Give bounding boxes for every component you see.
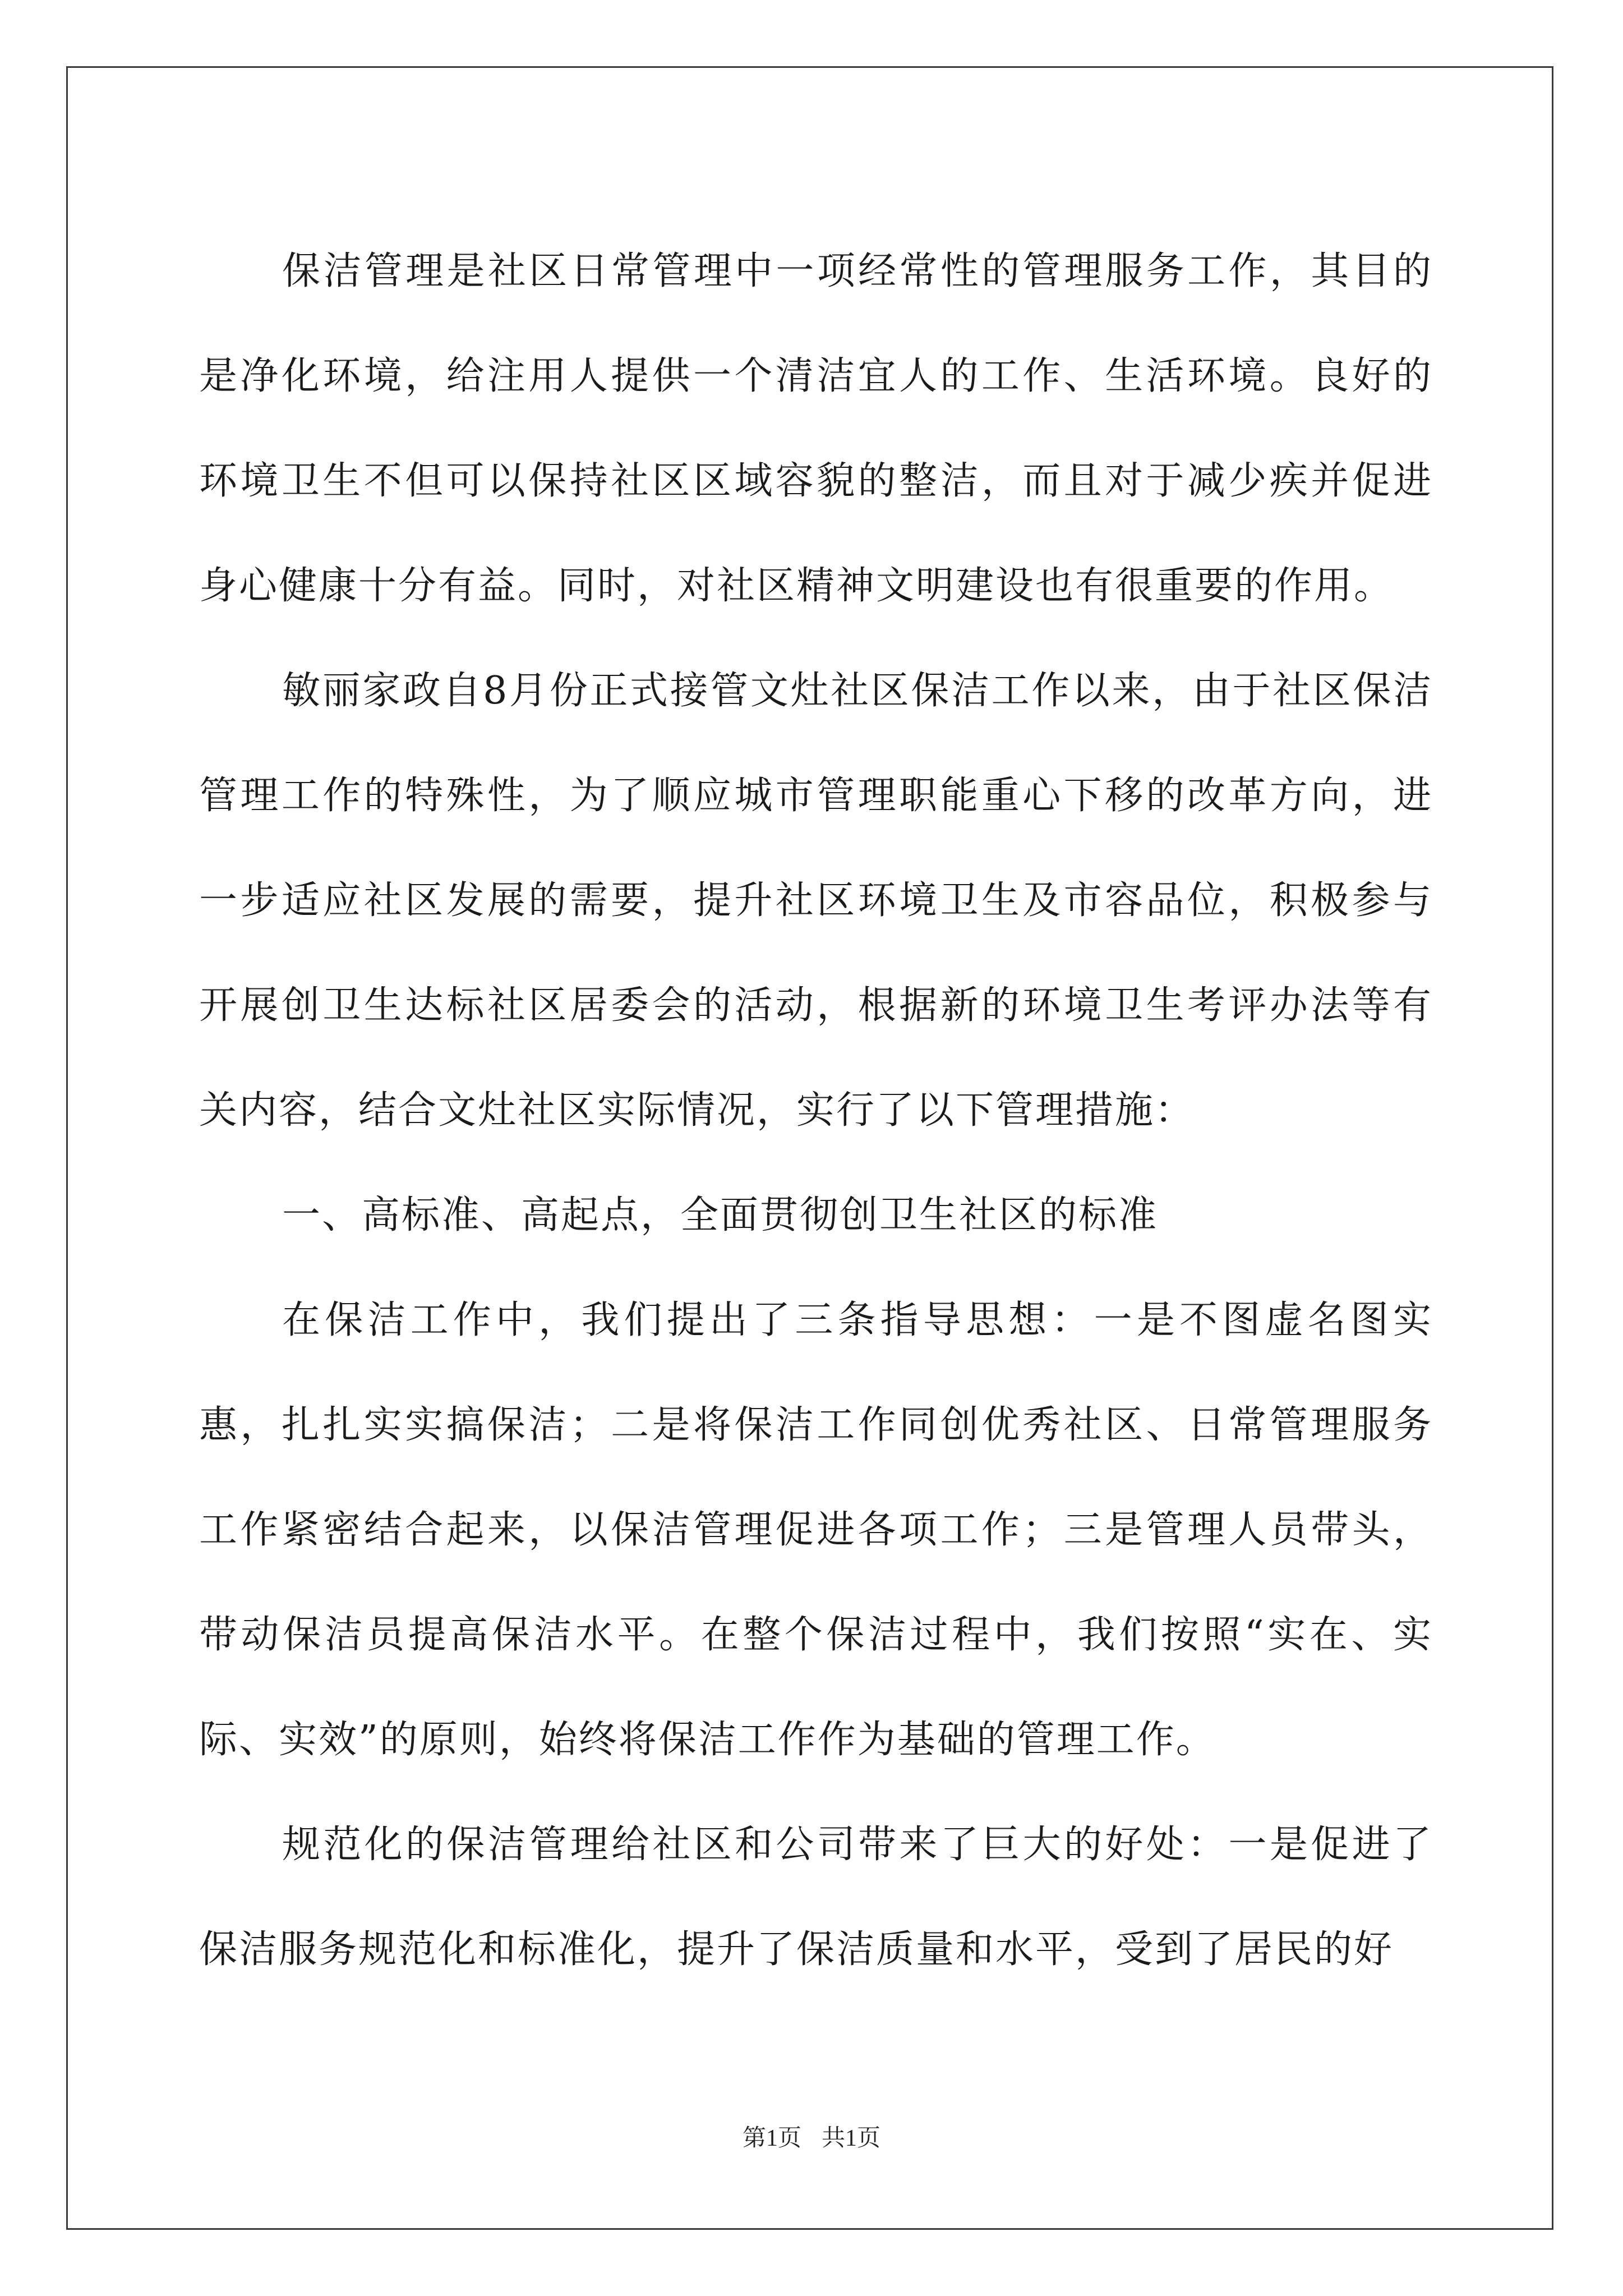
section-heading: 一、高标准、高起点，全面贯彻创卫生社区的标准 [282, 1193, 1159, 1237]
page-total: 共1页 [822, 2125, 881, 2151]
page-footer [0, 2122, 1623, 2155]
paragraph: 保洁管理是社区日常管理中一项经常性的管理服务工作，其目的是净化环境，给注用人提供一个清洁宜人的工作、生活环境。良好的环境卫生不但可以保持社区区域容貌的整洁，而且对于减少疾并促进身心健康十分有益。同时，对社区精神文明建设也有很重要的作用。 [199, 249, 1433, 608]
document-body [199, 219, 1433, 2002]
paragraph: 规范化的保洁管理给社区和公司带来了巨大的好处：一是促进了保洁服务规范化和标准化，提升了保洁质量和水平，受到了居民的好 [199, 1823, 1433, 1972]
paragraph: 在保洁工作中，我们提出了三条指导思想：一是不图虚名图实惠，扎扎实实搞保洁；二是将保洁工作同创优秀社区、日常管理服务工作紧密结合起来，以保洁管理促进各项工作；三是管理人员带头，带动保洁员提高保洁水平。在整个保洁过程中，我们按照“实在、实际、实效”的原则，始终将保洁工作作为基础的管理工作。 [199, 1298, 1433, 1762]
page-number: 第1页 [742, 2125, 801, 2151]
paragraph: 敏丽家政自8月份正式接管文灶社区保洁工作以来，由于社区保洁管理工作的特殊性，为了顺应城市管理职能重心下移的改革方向，进一步适应社区发展的需要，提升社区环境卫生及市容品位，积极参与开展创卫生达标社区居委会的活动，根据新的环境卫生考评办法等有关内容，结合文灶社区实际情况，实行了以下管理措施： [199, 669, 1433, 1133]
